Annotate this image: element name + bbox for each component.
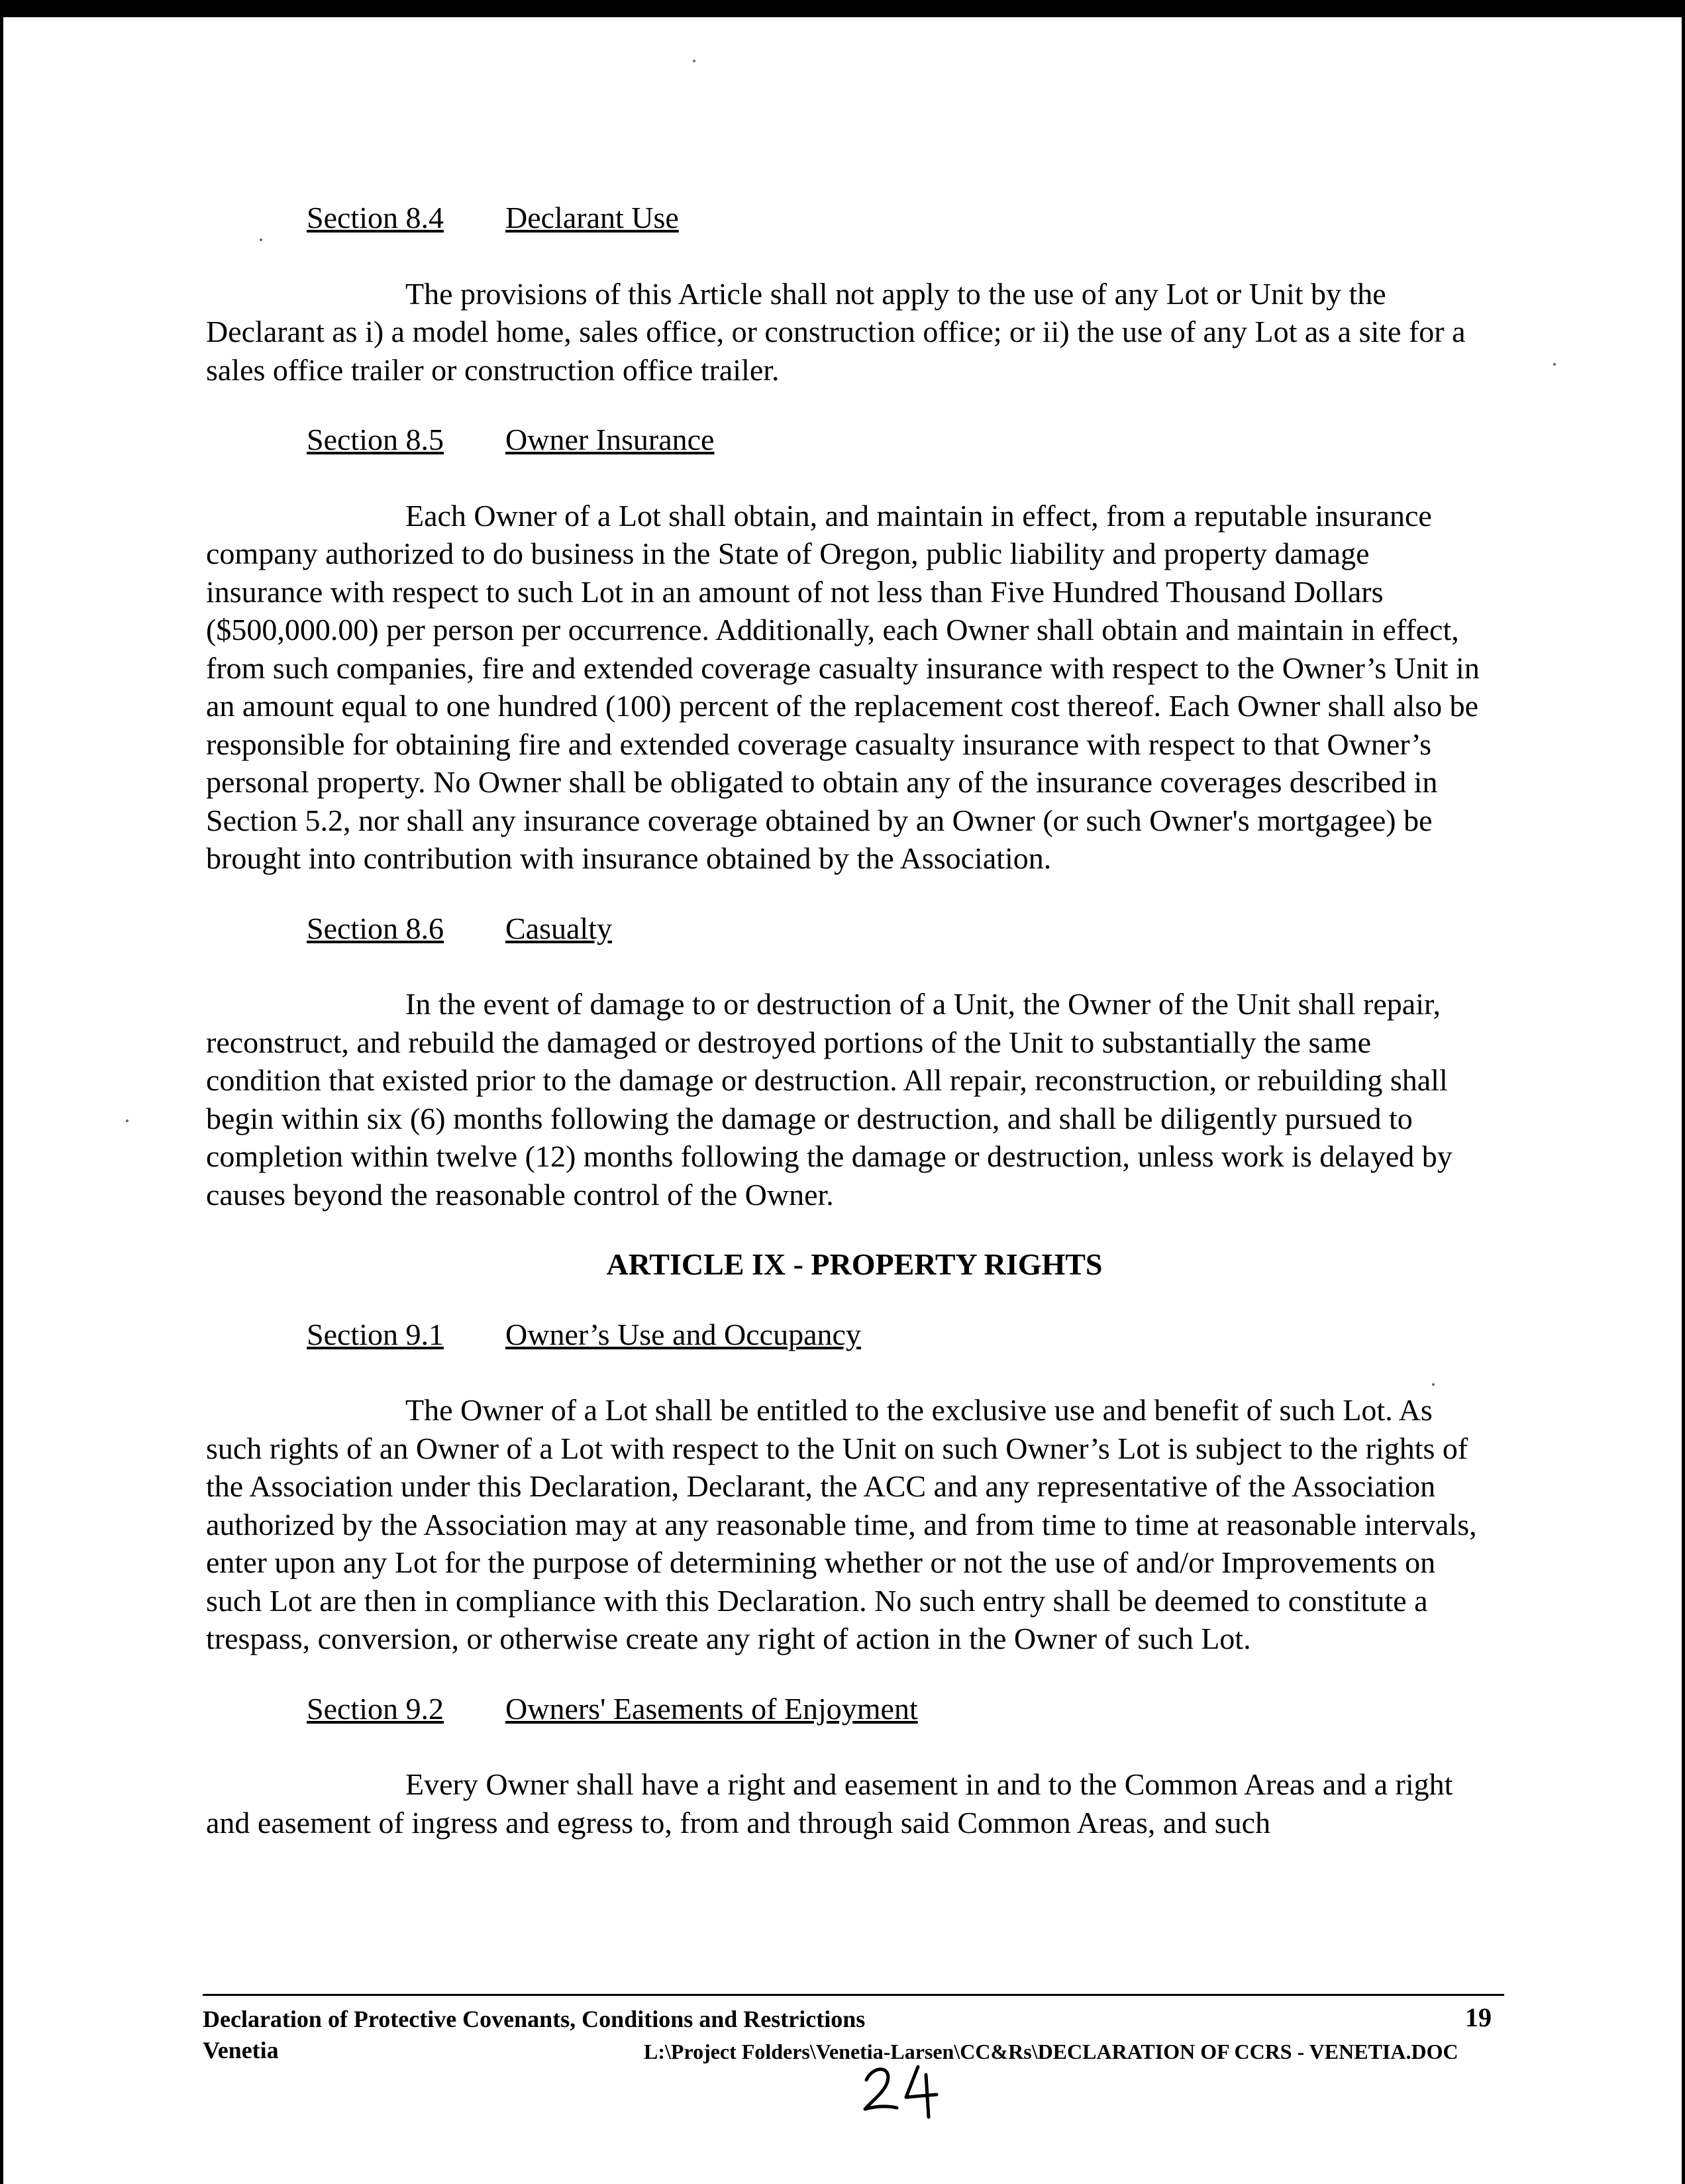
- document-body: [206, 199, 1484, 1873]
- article-heading: ARTICLE IX - PROPERTY RIGHTS: [606, 1247, 1103, 1281]
- section-number: Section 9.2: [307, 1691, 444, 1726]
- section-title: Casualty: [505, 911, 612, 945]
- scan-border-right: [1682, 0, 1685, 2184]
- section-heading: [206, 199, 1484, 237]
- section-body: The Owner of a Lot shall be entitled to the exclusive use and benefit of such Lot. As such rights of an Owner of a Lot with respect to the Unit on such Owner’s Lot is subject to the rights of the Association under this Declaration, Declarant, the ACC and any representative of the Association authorized by the Association may at any reasonable time, and from time to time at reasonable intervals, enter upon any Lot for the purpose of determining whether or not the use of and/or Improvements on such Lot are then in compliance with this Declaration. No such entry shall be deemed to constitute a trespass, conversion, or otherwise create any right of action in the Owner of such Lot.: [206, 1393, 1477, 1655]
- footer-page-number: 19: [1465, 2002, 1492, 2032]
- section-number: Section 8.6: [307, 911, 444, 945]
- section-number: Section 8.4: [307, 201, 444, 234]
- scan-speck: [126, 1119, 128, 1122]
- section-title: Declarant Use: [505, 201, 679, 234]
- section-body: The provisions of this Article shall not apply to the use of any Lot or Unit by the Declarant as i) a model home, sales office, or construction office; or ii) the use of any Lot as a site for a sales office trailer or construction office trailer.: [206, 276, 1466, 387]
- section-number: Section 8.5: [307, 423, 444, 456]
- footer-project-name: Venetia: [203, 2037, 279, 2063]
- section-heading: [206, 421, 1484, 459]
- handwritten-page-mark: [860, 2060, 946, 2120]
- section-body: Every Owner shall have a right and easement in and to the Common Areas and a right and easement of ingress and egress to, from and through said Common Areas, and such: [206, 1767, 1453, 1840]
- section-heading: [206, 1690, 1484, 1728]
- scan-speck: [693, 60, 695, 62]
- section-body: Each Owner of a Lot shall obtain, and maintain in effect, from a reputable insurance company authorized to do business in the State of Oregon, public liability and property damage insurance with respect to such Lot in an amount of not less than Five Hundred Thousand Dollars ($500,000.00) per person per occurrence. Additionally, each Owner shall obtain and maintain in effect, from such companies, fire and extended coverage casualty insurance with respect to the Owner’s Unit in an amount equal to one hundred (100) percent of the replacement cost thereof. Each Owner shall also be responsible for obtaining fire and extended coverage casualty insurance with respect to that Owner’s personal property. No Owner shall be obligated to obtain any of the insurance coverages described in Section 5.2, nor shall any insurance coverage obtained by an Owner (or such Owner's mortgagee) be brought into contribution with insurance obtained by the Association.: [206, 498, 1480, 875]
- scan-border-left: [0, 0, 3, 2184]
- section-title: Owner Insurance: [505, 423, 715, 456]
- section-heading: [206, 910, 1484, 948]
- scan-border-top: [0, 0, 1685, 17]
- scan-speck: [1553, 363, 1556, 366]
- section-number: Section 9.1: [307, 1317, 444, 1351]
- section-heading: [206, 1316, 1484, 1354]
- footer-file-path: L:\Project Folders\Venetia-Larsen\CC&Rs\DECLARATION OF CCRS - VENETIA.DOC: [644, 2040, 1458, 2063]
- footer-document-title: Declaration of Protective Covenants, Conditions and Restrictions: [203, 2006, 866, 2032]
- footer-divider: [203, 1994, 1504, 1996]
- section-title: Owner’s Use and Occupancy: [505, 1317, 861, 1351]
- section-title: Owners' Easements of Enjoyment: [505, 1691, 918, 1726]
- section-body: In the event of damage to or destruction of a Unit, the Owner of the Unit shall repair, reconstruct, and rebuild the damaged or destroyed portions of the Unit to substantially the same condition that existed prior to the damage or destruction. All repair, reconstruction, or rebuilding shall begin within six (6) months following the damage or destruction, and shall be diligently pursued to completion within twelve (12) months following the damage or destruction, unless work is delayed by causes beyond the reasonable control of the Owner.: [206, 987, 1453, 1212]
